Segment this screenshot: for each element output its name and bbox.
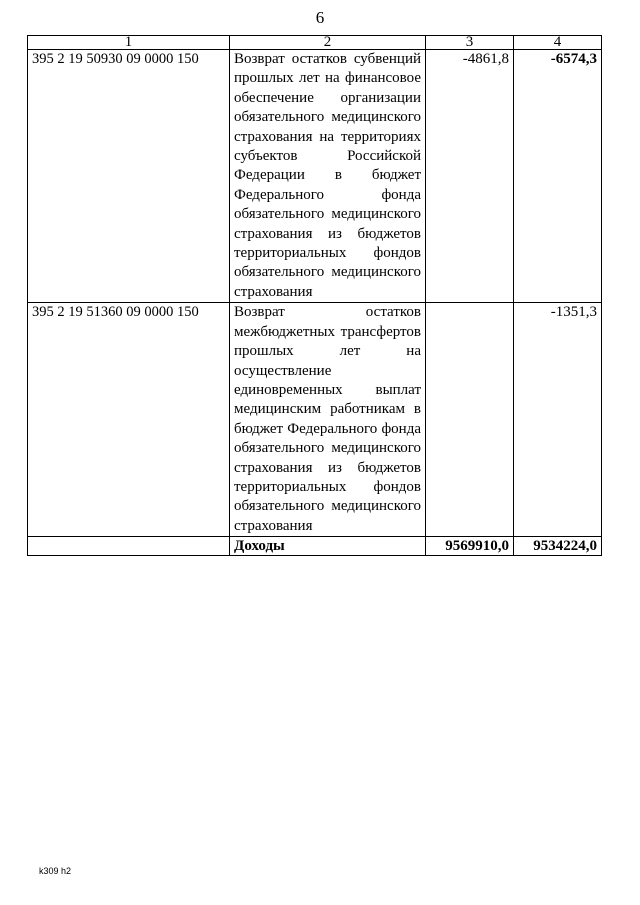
amount-col-3 [426, 303, 514, 537]
table-row [28, 50, 602, 303]
header-col-2: 2 [230, 36, 426, 50]
total-code-cell [28, 537, 230, 556]
page-number: 6 [315, 8, 325, 27]
table-row [28, 303, 602, 537]
revenue-table [27, 35, 602, 556]
total-row [28, 537, 602, 556]
budget-code: 395 2 19 50930 09 0000 150 [28, 50, 230, 303]
total-label: Доходы [230, 537, 426, 556]
row-description: Возврат остатков субвенций прошлых лет на финансовое обеспечение организации обязательного медицинского страхования на территориях субъектов Российской Федерации в бюджет Федерального фонда обязательного медицинского страхования из бюджетов территориальных фондов обязательного медицинского страхования [230, 50, 426, 303]
amount-col-3: -4861,8 [426, 50, 514, 303]
total-col-4: 9534224,0 [514, 537, 602, 556]
header-col-3: 3 [426, 36, 514, 50]
header-col-1: 1 [28, 36, 230, 50]
table-header-row [28, 36, 602, 50]
budget-code: 395 2 19 51360 09 0000 150 [28, 303, 230, 537]
header-col-4: 4 [514, 36, 602, 50]
row-description: Возврат остатков межбюджетных трансфертов прошлых лет на осуществление единовременных выплат медицинским работникам в бюджет Федерального фонда обязательного медицинского страхования из бюджетов территориальных фондов обязательного медицинского страхования [230, 303, 426, 537]
footer-code: k309 h2 [39, 866, 72, 876]
amount-col-4: -1351,3 [514, 303, 602, 537]
total-col-3: 9569910,0 [426, 537, 514, 556]
amount-col-4: -6574,3 [514, 50, 602, 303]
